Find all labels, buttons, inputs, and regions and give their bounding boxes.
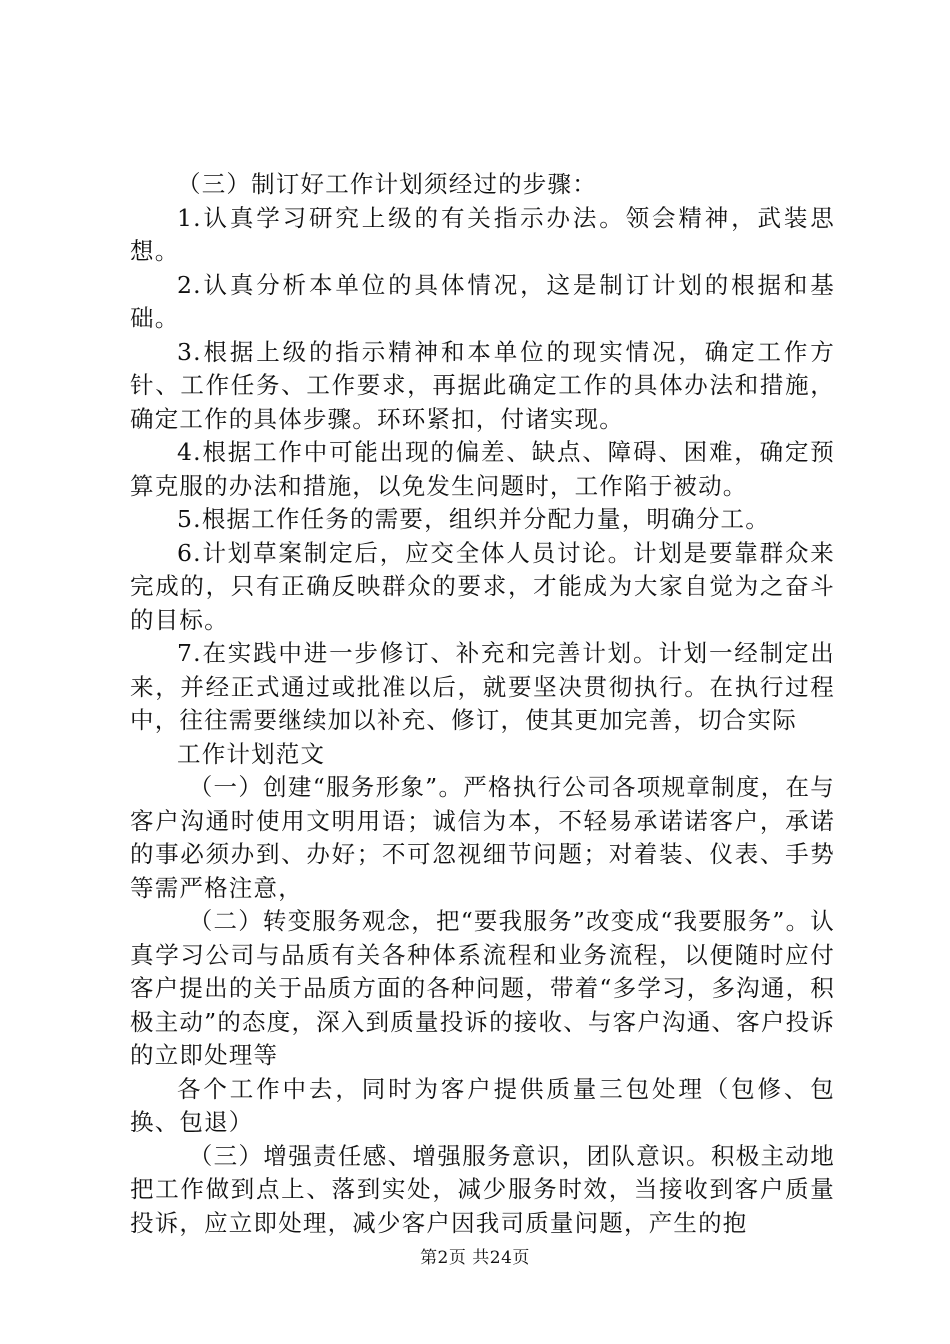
paragraph-steps-heading: （三）制订好工作计划须经过的步骤：: [177, 170, 597, 198]
paragraph-step-6: 6.计划草案制定后，应交全体人员讨论。计划是要靠群众来完成的，只有正确反映群众的要求，才能成为大家自觉为之奋斗的目标。: [130, 538, 835, 634]
document-body: [130, 168, 835, 1240]
paragraph-step-3: 3.根据上级的指示精神和本单位的现实情况，确定工作方针、工作任务、工作要求，再据此确定工作的具体办法和措施，确定工作的具体步骤。环环紧扣，付诸实现。: [130, 337, 835, 433]
paragraph-step-5: 5.根据工作任务的需要，组织并分配力量，明确分工。: [177, 505, 770, 533]
paragraph-step-7: 7.在实践中进一步修订、补充和完善计划。计划一经制定出来，并经正式通过或批准以后，就要坚决贯彻执行。在执行过程中，往往需要继续加以补充、修订，使其更加完善，切合实际: [130, 639, 835, 734]
paragraph-step-4: 4.根据工作中可能出现的偏差、缺点、障碍、困难，确定预算克服的办法和措施，以免发生问题时，工作陷于被动。: [130, 438, 835, 500]
paragraph-responsibility: （三）增强责任感、增强服务意识，团队意识。积极主动地把工作做到点上、落到实处，减少服务时效，当接收到客户质量投诉，应立即处理，减少客户因我司质量问题，产生的抱: [130, 1141, 835, 1237]
page-number-footer: 第2页 共24页: [420, 1248, 530, 1268]
section-title-sample: 工作计划范文: [177, 739, 326, 768]
paragraph-step-2: 2.认真分析本单位的具体情况，这是制订计划的根据和基础。: [130, 270, 835, 332]
paragraph-work-continuation: 各个工作中去，同时为客户提供质量三包处理（包修、包换、包退）: [130, 1074, 835, 1136]
paragraph-step-1: 1.认真学习研究上级的有关指示办法。领会精神，武装思想。: [130, 203, 835, 265]
paragraph-service-concept: （二）转变服务观念，把“要我服务”改变成“我要服务”。认真学习公司与品质有关各种体系流程和业务流程，以便随时应付客户提出的关于品质方面的各种问题，带着“多学习，多沟通，积极主动”的态度，深入到质量投诉的接收、与客户沟通、客户投诉的立即处理等: [130, 907, 835, 1069]
paragraph-service-image: （一）创建“服务形象”。严格执行公司各项规章制度，在与客户沟通时使用文明用语；诚信为本，不轻易承诺诺客户，承诺的事必须办到、办好；不可忽视细节问题；对着装、仪表、手势等需严格注意，: [130, 773, 835, 902]
